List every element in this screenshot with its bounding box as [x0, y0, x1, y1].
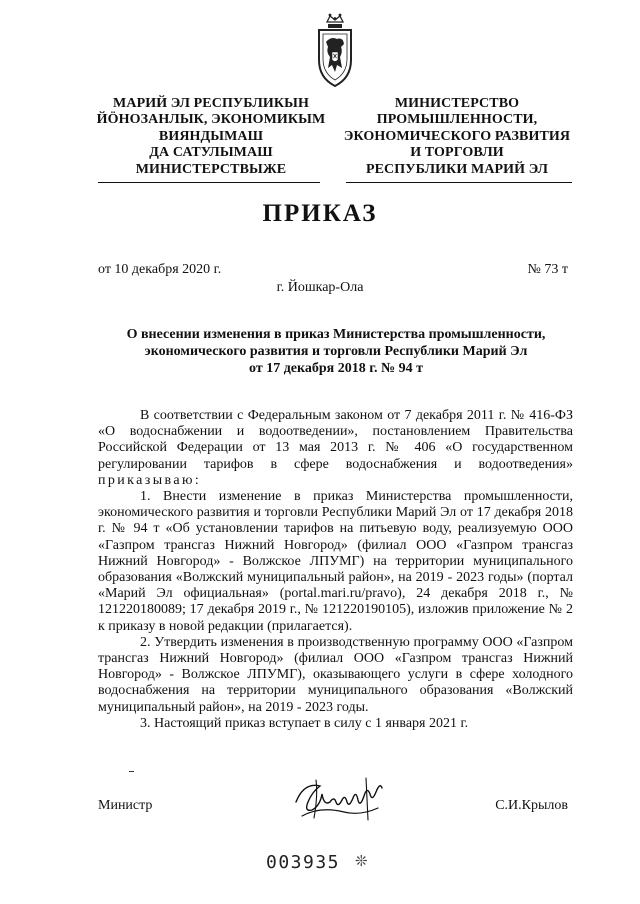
- header-right-line: И ТОРГОВЛИ: [410, 145, 504, 161]
- handwritten-signature: [290, 772, 388, 824]
- header-left-line: МИНИСТЕРСТВЫЖЕ: [135, 161, 287, 177]
- header-right-line: ЭКОНОМИЧЕСКОГО РАЗВИТИЯ: [343, 128, 571, 144]
- orders-word: приказываю:: [98, 472, 202, 488]
- document-body: [98, 408, 573, 732]
- signature-dash-mark: [129, 771, 134, 772]
- serial-number: 003935: [266, 852, 341, 873]
- header-right-line: РЕСПУБЛИКИ МАРИЙ ЭЛ: [365, 161, 549, 177]
- intro-text: В соответствии с Федеральным законом от 7 декабря 2011 г. № 416-ФЗ «О водоснабжении и водоотведении», постановлением Правительства Российской Федерации от 13 мая 2013 г. № 406 «О государственном регулировании тарифов в сфере водоснабжения и водоотведения»: [98, 408, 573, 472]
- subject-line: О внесении изменения в приказ Министерства промышленности,: [126, 327, 546, 342]
- document-title: ПРИКАЗ: [262, 200, 378, 227]
- order-item-1: 1. Внести изменение в приказ Министерства промышленности, экономического развития и торговли Республики Марий Эл от 17 декабря 2018 г. № 94 т «Об установлении тарифов на питьевую воду, реализуемую ООО «Газпром трансгаз Нижний Новгород» (филиал ООО «Газпром трансгаз Нижний Новгород» - Волжское ЛПУМГ) на территории муниципального образования «Волжский муниципальный район», на 2019 - 2023 годы» (портал «Марий Эл официальная» (portal.mari.ru/pravo), 24 декабря 2018 г., № 121220180089; 17 декабря 2019 г., № 121220190105), изложив приложение № 2 к приказу в новой редакции (прилагается).: [98, 489, 573, 634]
- header-right-divider: [346, 182, 572, 183]
- coat-of-arms-emblem: [313, 10, 357, 92]
- header-ministry-mari: [96, 96, 326, 178]
- subject-line: от 17 декабря 2018 г. № 94 т: [249, 361, 423, 376]
- header-left-line: ВИЯНДЫМАШ: [158, 128, 264, 144]
- header-left-line: МАРИЙ ЭЛ РЕСПУБЛИКЫН: [113, 96, 309, 111]
- signatory-name: С.И.Крылов: [495, 798, 568, 813]
- order-item-3: 3. Настоящий приказ вступает в силу с 1 января 2021 г.: [140, 715, 469, 731]
- order-item-2: 2. Утвердить изменения в производственную программу ООО «Газпром трансгаз Нижний Новгород» (филиал ООО «Газпром трансгаз Нижний Новгород» - Волжское ЛПУМГ), оказывающего услуги в сфере холодного водоснабжения на территории муниципального образования «Волжский муниципальный район», на 2019 - 2023 годы.: [98, 634, 573, 715]
- signatory-role: Министр: [98, 798, 153, 813]
- document-number: № 73 т: [527, 262, 568, 277]
- serial-ornament-icon: ❊: [355, 854, 368, 870]
- header-ministry-russian: [342, 96, 572, 178]
- intro-paragraph: [98, 408, 573, 489]
- header-right-line: МИНИСТЕРСТВО: [394, 96, 520, 111]
- document-city: г. Йошкар-Ола: [276, 280, 364, 295]
- header-right-line: ПРОМЫШЛЕННОСТИ,: [376, 112, 538, 128]
- header-left-line: ДА САТУЛЫМАШ: [149, 145, 273, 161]
- document-date: от 10 декабря 2020 г.: [98, 262, 222, 277]
- header-left-line: ЙӦНОЗАНЛЫК, ЭКОНОМИКЫМ: [96, 112, 326, 128]
- subject-line: экономического развития и торговли Республики Марий Эл: [144, 344, 528, 359]
- document-subject: [98, 326, 574, 377]
- header-left-divider: [98, 182, 320, 183]
